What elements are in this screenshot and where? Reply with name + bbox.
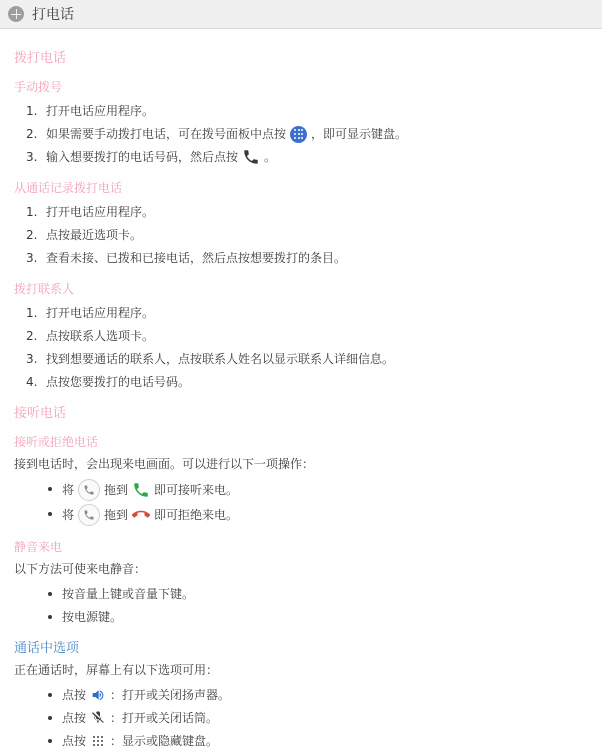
intro-text-in-call-options: 正在通话时，屏幕上有以下选项可用： (14, 663, 219, 677)
step-text: 点按最近选项卡。 (46, 228, 143, 242)
bullet-text-pre: 将 (62, 483, 75, 497)
bullets-in-call-options (14, 685, 588, 751)
bullets-mute-incoming (14, 584, 588, 627)
document-content (0, 29, 602, 751)
bullet-text-post: ：显示或隐藏键盘。 (110, 734, 219, 748)
section-heading-answer-call: 接听电话 (14, 406, 67, 421)
steps-dial-from-log (14, 202, 588, 268)
bullet-text-pre: 点按 (62, 734, 87, 748)
bullet-text-pre: 点按 (62, 688, 87, 702)
speaker-icon (90, 687, 106, 703)
bullet-text-post: ：打开或关闭扬声器。 (110, 688, 231, 702)
subsection-heading-mute-incoming: 静音来电 (14, 540, 63, 554)
list-item (14, 372, 588, 392)
bullets-answer-or-reject (14, 479, 588, 526)
step-text: 打开电话应用程序。 (46, 205, 155, 219)
page-title: 打电话 (32, 7, 74, 23)
bullet-text-mid: 拖到 (104, 508, 129, 522)
handset-dark-icon (242, 148, 260, 166)
bullet-text-pre: 点按 (62, 711, 87, 725)
intro-text-answer-or-reject: 接到电话时，会出现来电画面。可以进行以下一项操作： (14, 457, 315, 471)
keypad-grey-icon (90, 733, 106, 749)
circle-phone-icon (78, 479, 100, 501)
bullet-text-post: 即可接听来电。 (154, 483, 239, 497)
mute-icon (90, 710, 106, 726)
subsection-heading-dial-contact: 拨打联系人 (14, 282, 75, 296)
plus-circle-icon[interactable] (8, 6, 24, 22)
list-item (14, 708, 588, 728)
step-text: 找到想要通话的联系人，点按联系人姓名以显示联系人详细信息。 (46, 352, 395, 366)
circle-phone-icon (78, 504, 100, 526)
list-item (14, 731, 588, 751)
step-text-post: 。 (264, 150, 277, 164)
subsection-heading-answer-or-reject: 接听或拒绝电话 (14, 435, 99, 449)
steps-manual-dial (14, 101, 588, 167)
section-heading-make-call: 拨打电话 (14, 51, 67, 66)
list-item (14, 225, 588, 245)
list-item (14, 101, 588, 121)
list-item (14, 584, 588, 604)
list-item (14, 202, 588, 222)
step-text: 打开电话应用程序。 (46, 104, 155, 118)
step-text: 点按联系人选项卡。 (46, 329, 155, 343)
list-item (14, 124, 588, 144)
step-text-post: ，即可显示键盘。 (311, 127, 408, 141)
section-heading-in-call-options: 通话中选项 (14, 641, 80, 656)
intro-text-mute-incoming: 以下方法可使来电静音： (14, 562, 147, 576)
bullet-text: 按音量上键或音量下键。 (62, 587, 195, 601)
bullet-text-post: ：打开或关闭话筒。 (110, 711, 219, 725)
list-item (14, 607, 588, 627)
bullet-text: 按电源键。 (62, 610, 123, 624)
list-item (14, 326, 588, 346)
subsection-heading-dial-from-log: 从通话记录拨打电话 (14, 181, 123, 195)
list-item (14, 303, 588, 323)
bullet-text-pre: 将 (62, 508, 75, 522)
bullet-text-post: 即可拒绝来电。 (154, 508, 239, 522)
list-item (14, 479, 588, 501)
handset-red-icon (132, 506, 150, 524)
step-text: 如果需要手动拨打电话，可在拨号面板中点按 (46, 127, 287, 141)
list-item (14, 349, 588, 369)
list-item (14, 685, 588, 705)
list-item (14, 504, 588, 526)
handset-green-icon (132, 481, 150, 499)
step-text: 查看未接、已拨和已接电话，然后点按想要拨打的条目。 (46, 251, 347, 265)
step-text: 输入想要拨打的电话号码，然后点按 (46, 150, 239, 164)
step-text: 打开电话应用程序。 (46, 306, 155, 320)
keypad-blue-icon (290, 126, 307, 143)
page-header (0, 0, 602, 29)
list-item (14, 248, 588, 268)
subsection-heading-manual-dial: 手动拨号 (14, 80, 63, 94)
list-item (14, 147, 588, 167)
bullet-text-mid: 拖到 (104, 483, 129, 497)
step-text: 点按您要拨打的电话号码。 (46, 375, 191, 389)
steps-dial-contact (14, 303, 588, 392)
